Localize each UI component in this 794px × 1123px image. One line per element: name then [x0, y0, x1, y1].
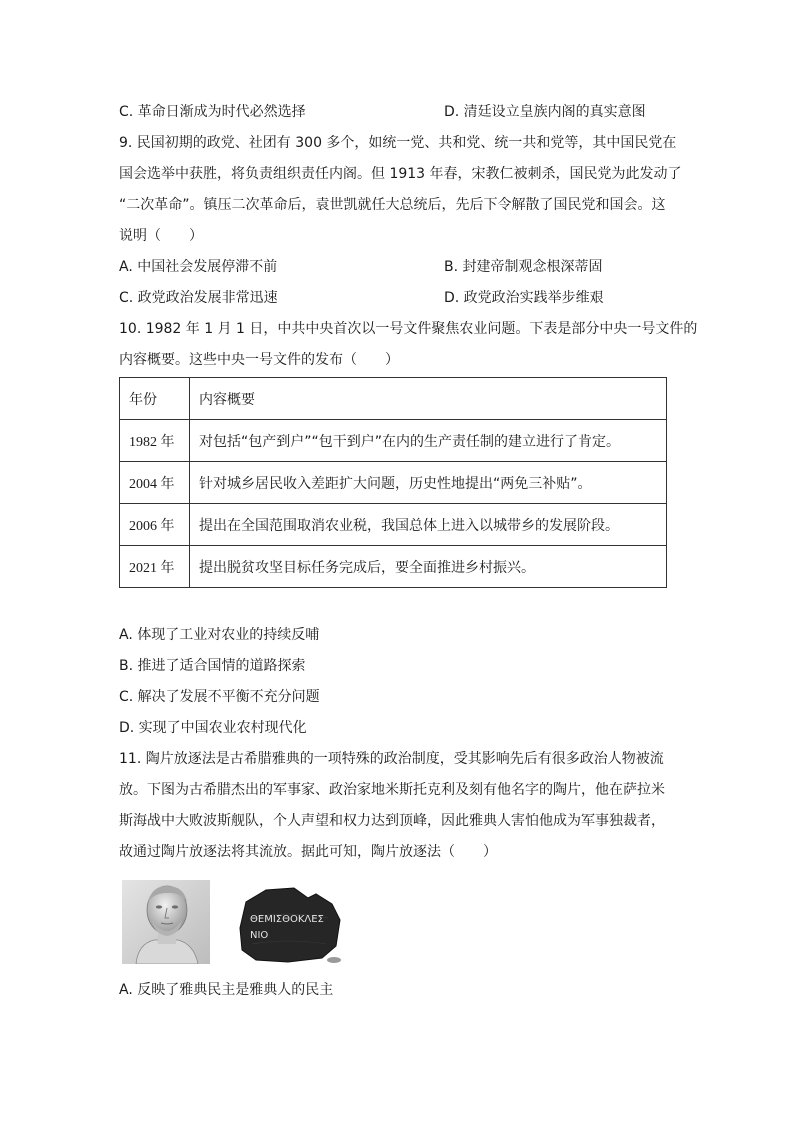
table-header-summary: 内容概要 [190, 378, 667, 420]
q10-option-d: D. 实现了中国农业农村现代化 [119, 720, 307, 736]
q9-stem-line: 国会选举中获胜，将负责组织责任内阁。但 1913 年春，宋教仁被刺杀，国民党为此发动了 [119, 166, 682, 182]
q11-option-a: A. 反映了雅典民主是雅典人的民主 [119, 982, 334, 998]
sherd-inscription-line: NIO [250, 930, 269, 941]
table-cell-year: 2006 年 [120, 504, 190, 546]
table-cell-summary: 提出在全国范围取消农业税，我国总体上进入以城带乡的发展阶段。 [190, 504, 667, 546]
table-cell-summary: 针对城乡居民收入差距扩大问题，历史性地提出“两免三补贴”。 [190, 462, 667, 504]
table-cell-summary: 提出脱贫攻坚目标任务完成后，要全面推进乡村振兴。 [190, 546, 667, 588]
q11-stem-line: 放。下图为古希腊杰出的军事家、政治家地米斯托克利及刻有他名字的陶片，他在萨拉米 [119, 782, 665, 798]
table-row [120, 504, 667, 546]
ostracon-sherd-image [236, 884, 344, 964]
table-cell-year: 2021 年 [120, 546, 190, 588]
table-row [120, 420, 667, 462]
sherd-inscription-line: ΘEMIΣΘOKΛEΣ [250, 914, 324, 925]
q10-table [119, 377, 667, 588]
q11-stem-line: 故通过陶片放逐法将其流放。据此可知，陶片放逐法（ ） [119, 844, 497, 860]
q8-option-c: C. 革命日渐成为时代必然选择 [119, 104, 306, 120]
q10-option-a: A. 体现了工业对农业的持续反哺 [119, 627, 320, 643]
table-cell-summary: 对包括“包产到户”“包干到户”在内的生产责任制的建立进行了肯定。 [190, 420, 667, 462]
q9-option-b: B. 封建帝制观念根深蒂固 [444, 259, 603, 275]
q11-stem-line: 斯海战中大败波斯舰队，个人声望和权力达到顶峰，因此雅典人害怕他成为军事独裁者， [119, 813, 665, 829]
table-cell-year: 2004 年 [120, 462, 190, 504]
q10-stem-line: 内容概要。这些中央一号文件的发布（ ） [119, 352, 399, 368]
q11-stem-line: 11. 陶片放逐法是古希腊雅典的一项特殊的政治制度，受其影响先后有很多政治人物被流 [119, 751, 664, 767]
q10-option-b: B. 推进了适合国情的道路探索 [119, 658, 306, 674]
table-cell-year: 1982 年 [120, 420, 190, 462]
q9-stem-line: 9. 民国初期的政党、社团有 300 多个，如统一党、共和党、统一共和党等，其中国民党在 [119, 135, 677, 151]
table-header-year: 年份 [120, 378, 190, 420]
q9-option-c: C. 政党政治发展非常迅速 [119, 290, 278, 306]
table-header-row [120, 378, 667, 420]
q8-option-d: D. 清廷设立皇族内阁的真实意图 [444, 104, 646, 120]
q10-option-c: C. 解决了发展不平衡不充分问题 [119, 689, 320, 705]
table-row [120, 462, 667, 504]
q9-option-a: A. 中国社会发展停滞不前 [119, 259, 278, 275]
q10-stem-line: 10. 1982 年 1 月 1 日，中共中央首次以一号文件聚焦农业问题。下表是部分中央一号文件的 [119, 321, 698, 337]
themistocles-bust-image [122, 880, 210, 964]
table-row [120, 546, 667, 588]
q9-stem-line: “二次革命”。镇压二次革命后，袁世凯就任大总统后，先后下令解散了国民党和国会。这 [119, 197, 666, 213]
q9-option-d: D. 政党政治实践举步维艰 [444, 290, 604, 306]
q9-stem-line: 说明（ ） [119, 228, 203, 244]
